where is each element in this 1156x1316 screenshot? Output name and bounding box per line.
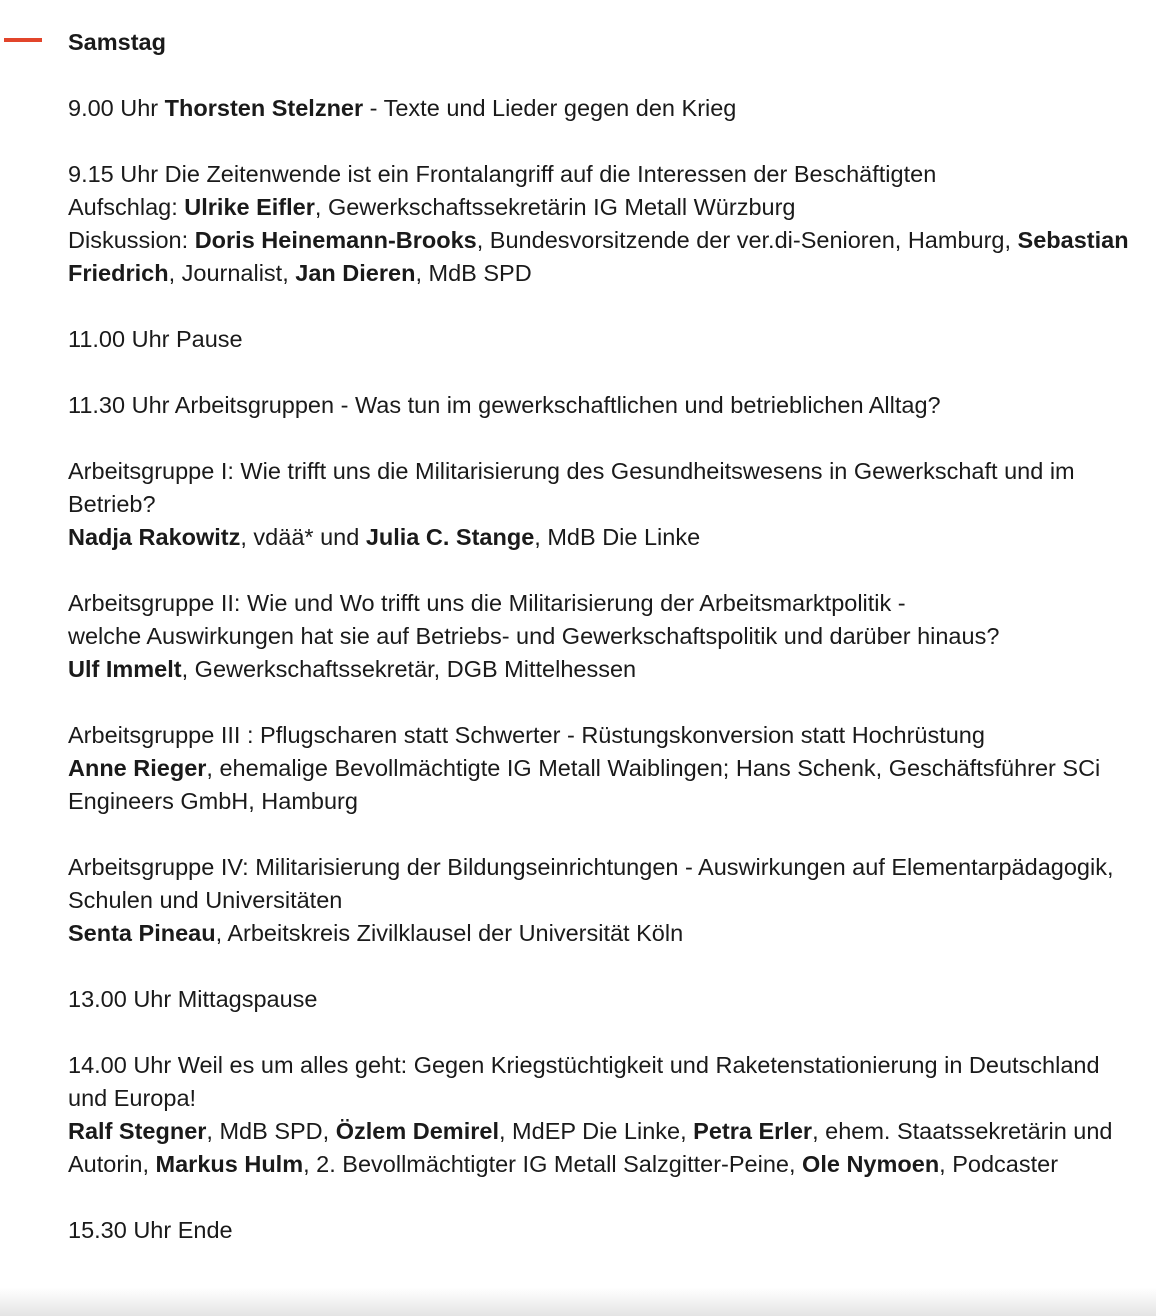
program-item	[68, 719, 1138, 818]
program-text: , Gewerkschaftssekretär, DGB Mittelhessen	[181, 656, 637, 682]
accent-bar	[4, 38, 42, 42]
program-line	[68, 1214, 1138, 1247]
program-text: welche Auswirkungen hat sie auf Betriebs- und Gewerkschaftspolitik und darüber hinaus?	[68, 623, 1000, 649]
program-line	[68, 191, 1138, 224]
speaker-name: Petra Erler	[693, 1118, 813, 1144]
program-item	[68, 158, 1138, 290]
program-text: , Gewerkschaftssekretärin IG Metall Würzburg	[314, 194, 796, 220]
speaker-name: Doris Heinemann-Brooks	[194, 227, 477, 253]
program-content	[68, 26, 1138, 1280]
program-text: , ehemalige Bevollmächtigte IG Metall Waiblingen; Hans Schenk, Geschäftsführer SCi Engineers GmbH, Hamburg	[68, 755, 1101, 814]
program-text: Aufschlag:	[68, 194, 185, 220]
bottom-fade	[0, 1288, 1156, 1316]
program-text: , MdB SPD,	[206, 1118, 336, 1144]
program-text: 13.00 Uhr Mittagspause	[68, 986, 318, 1012]
program-line	[68, 1115, 1138, 1181]
program-item	[68, 1214, 1138, 1247]
speaker-name: Ulf Immelt	[68, 656, 182, 682]
program-line	[68, 1049, 1138, 1115]
program-text: Arbeitsgruppe IV: Militarisierung der Bildungseinrichtungen - Auswirkungen auf Elementarpädagogik, Schulen und Universitäten	[68, 854, 1114, 913]
program-text: , Bundesvorsitzende der ver.di-Senioren, Hamburg,	[476, 227, 1018, 253]
program-text: 15.30 Uhr Ende	[68, 1217, 233, 1243]
program-text: 9.15 Uhr Die Zeitenwende ist ein Frontalangriff auf die Interessen der Beschäftigten	[68, 161, 937, 187]
program-text: , ehem. Staatssekretärin und Autorin,	[68, 1118, 1113, 1177]
speaker-name: Senta Pineau	[68, 920, 216, 946]
program-item	[68, 851, 1138, 950]
program-text: 11.00 Uhr Pause	[68, 326, 243, 352]
program-item	[68, 983, 1138, 1016]
speaker-name: Ulrike Eifler	[184, 194, 315, 220]
program-item	[68, 455, 1138, 554]
program-text: , vdää* und	[240, 524, 366, 550]
program-text: Arbeitsgruppe II: Wie und Wo trifft uns die Militarisierung der Arbeitsmarktpolitik -	[68, 590, 906, 616]
program-line	[68, 851, 1138, 917]
program-line	[68, 323, 1138, 356]
speaker-name: Markus Hulm	[155, 1151, 304, 1177]
program-item	[68, 92, 1138, 125]
speaker-name: Ole Nymoen	[802, 1151, 940, 1177]
program-line	[68, 653, 1138, 686]
speaker-name: Julia C. Stange	[365, 524, 535, 550]
speaker-name: Ralf Stegner	[68, 1118, 207, 1144]
program-line	[68, 917, 1138, 950]
program-line	[68, 521, 1138, 554]
program-text: , Arbeitskreis Zivilklausel der Universität Köln	[215, 920, 684, 946]
program-text: 9.00 Uhr	[68, 95, 165, 121]
program-line	[68, 224, 1138, 290]
program-item	[68, 587, 1138, 686]
program-line	[68, 719, 1138, 752]
program-line	[68, 389, 1138, 422]
program-text: Arbeitsgruppe III : Pflugscharen statt Schwerter - Rüstungskonversion statt Hochrüstung	[68, 722, 985, 748]
program-item	[68, 323, 1138, 356]
program-item	[68, 389, 1138, 422]
program-line	[68, 620, 1138, 653]
program-line	[68, 455, 1138, 521]
program-line	[68, 752, 1138, 818]
program-text: - Texte und Lieder gegen den Krieg	[363, 95, 737, 121]
speaker-name: Anne Rieger	[68, 755, 207, 781]
program-text: , 2. Bevollmächtigter IG Metall Salzgitter-Peine,	[303, 1151, 803, 1177]
program-line	[68, 587, 1138, 620]
program-item	[68, 1049, 1138, 1181]
program-text: 11.30 Uhr Arbeitsgruppen - Was tun im gewerkschaftlichen und betrieblichen Alltag?	[68, 392, 941, 418]
program-text: 14.00 Uhr Weil es um alles geht: Gegen Kriegstüchtigkeit und Raketenstationierung in Deutschland und Europa!	[68, 1052, 1100, 1111]
program-text: , Podcaster	[939, 1151, 1059, 1177]
program-text: , MdB SPD	[415, 260, 532, 286]
program-line	[68, 158, 1138, 191]
program-text: Diskussion:	[68, 227, 195, 253]
program-text: , MdB Die Linke	[534, 524, 701, 550]
program-text: , MdEP Die Linke,	[498, 1118, 694, 1144]
speaker-name: Nadja Rakowitz	[68, 524, 241, 550]
speaker-name: Özlem Demirel	[335, 1118, 499, 1144]
program-line	[68, 92, 1138, 125]
program-list	[68, 92, 1138, 1247]
program-text: , Journalist,	[168, 260, 296, 286]
speaker-name: Thorsten Stelzner	[164, 95, 364, 121]
day-heading: Samstag	[68, 29, 166, 55]
program-line	[68, 983, 1138, 1016]
speaker-name: Jan Dieren	[295, 260, 416, 286]
program-text: Arbeitsgruppe I: Wie trifft uns die Militarisierung des Gesundheitswesens in Gewerkschaft und im Betrieb?	[68, 458, 1075, 517]
speaker-name: Sebastian Friedrich	[68, 227, 1129, 286]
